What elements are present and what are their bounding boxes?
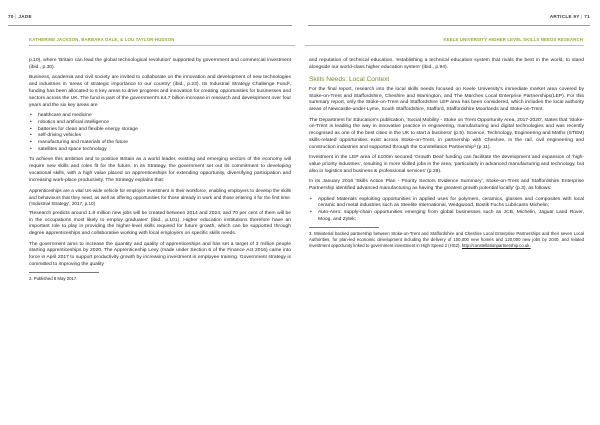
footnote-link[interactable]: http://constellationpartnership.co.uk. xyxy=(461,242,531,248)
running-head-title: KEELE UNIVERSITY HIGHER LEVEL SKILLS NEEDS RESEARCH xyxy=(443,37,583,42)
list-item: • manufacturing and materials of the future xyxy=(29,140,291,147)
paragraph: The Department for Education's publication, 'Social Mobility - Stoke on Trent Opportunity Area, 2017-2020', states that 'Stoke-on-Trent is leading the way in innovative practice in engineering, manufacturing and digital technologies and was recently recognised as one of the best cities in the UK to start a business' (p.5). Science, Technology, Engineering and Maths (STEM) skills-related opportunities exist across Stoke-on-Trent, in partnership with Cheshire, in the rail, civil engineering and construction industries and supported through the Constellation Partnership³ (p.11). xyxy=(309,117,584,150)
paragraph: In its January 2016 'Skills Action Plan - Priority Sectors Evidence Summary', Stoke-on-Trent and Staffordshire Enterprise Partnership identified advanced manufacturing as having 'the greatest growth potential locally' (p.3), as follows: xyxy=(309,179,584,192)
paragraph: p.10), where 'Britain can lead the global technological revolution' supported by government and commercial investment (ibid., p.30). xyxy=(29,58,291,70)
header-separator: | xyxy=(579,14,585,19)
paragraph: and reputation of technical education, 'establishing a technical education system that rivals the best in the world, to stand alongside our world-class higher education system' (ibid., p.94). xyxy=(309,58,584,70)
paragraph: For the final report, research into the local skills needs focused on Keele University's immediate market area covered by Stoke-on-Trent and Staffordshire, Cheshire and Warrington, and The Marches Local Enterprise Partnerships(LEP). For this summary report, only the Stoke-on-Trent and Staffordshire LEP area has been considered, which includes the local authority areas of Newcastle-under-Lyme, South Staffordshire, Stafford, Staffordshire Moorlands and Stoke-on-Trent. xyxy=(309,86,584,113)
section-heading: Skills Needs: Local Context xyxy=(309,76,390,84)
footnote-text: 3. Ministerial backed partnership between Stoke-on-Trent and Staffordshire and Cheshire Local Enterprise Partnerships and their seven Local Authorities, for plan-led economic development including the delivery of 100,000 new homes and 120,000 new jobs by 2040, and related investment opportunity linked to government investment in High Speed 2 (HS2). xyxy=(309,230,584,248)
page-number: 71 xyxy=(584,14,590,19)
key-areas-list xyxy=(29,113,291,154)
page-header-left xyxy=(8,14,32,19)
list-item: • satellites and space technology xyxy=(29,147,291,154)
list-item: • healthcare and medicine xyxy=(29,113,291,120)
page-header-right xyxy=(550,14,590,19)
list-item: • robotics and artificial intelligence xyxy=(29,120,291,127)
article-label: ARTICLE 9Y xyxy=(549,14,580,19)
running-head-rule xyxy=(29,45,295,46)
list-item: • self-driving vehicles xyxy=(29,133,291,140)
journal-name: JADE xyxy=(18,14,32,19)
left-text-column xyxy=(29,58,291,282)
header-separator: | xyxy=(13,14,19,19)
growth-sectors-list xyxy=(309,197,584,224)
paragraph: The government aims to increase the quantity and quality of apprenticeships and has set a target of 3 million people starting apprenticeships by 2020. The Apprenticeship Levy (made under Section 6 of the Finance Act 2016) came into force in April 2017 to support productivity growth by increasing investment in employee training. Government strategy is committed to improving the quality xyxy=(29,241,291,268)
footnote-rule xyxy=(29,272,99,273)
right-page xyxy=(300,0,600,425)
paragraph: Business, academia and civil society are invited to collaborate on the innovation and development of new technologies and industries in 'areas of strategic importance to our country' (ibid., p.23). Its Industrial Strategy Challenge Fund², funding has been allocated to 6 key areas to drive progress and innovation for creating opportunities for businesses and sectors across the UK. The fund is part of the government's £4.7 billion increase in research and development over four years and the six key areas are xyxy=(29,75,291,108)
list-item: • batteries for clean and flexible energy storage xyxy=(29,127,291,134)
block-quote: Apprenticeships are a vital UK-wide vehicle for employer investment in their workforce, enabling employers to develop the skills and behaviours that they need, as well as offering opportunities for those already in work and those entering it for the first time. ('Industrial Strategy', 2017, p.10) xyxy=(29,188,291,206)
paragraph: 'Research predicts around 1.8 million new jobs will be created between 2014 and 2024, and 70 per cent of them will be in the occupations most likely to employ graduates' (ibid., p.101). Higher education institutions therefore have an important role to play in providing the higher-level skills required for future growth, which can be supported through degree apprenticeships and collaborative working with local employers on specific skills needs. xyxy=(29,210,291,237)
list-item: • Applied Materials exploiting opportunities in applied uses for polymers, ceramics, glasses and composites with local ceramic and metal industries such as Steelite International, Wedgwood, Bostik Fuchs Lubricants Michelin; xyxy=(309,197,584,211)
paragraph: Investment in the LEP area of £100m secured 'Growth Deal' funding can facilitate the development and expansion of 'high-value priority industries', resulting in more skilled jobs in the area, 'particularly in advanced manufacturing and technology, but also in logistics and business & professional services' (p.29). xyxy=(309,155,584,174)
header-rule xyxy=(308,25,590,26)
running-head-rule xyxy=(305,45,584,46)
paragraph: To achieve this ambition and to position Britain as a world leader, existing and emerging sectors of the economy will require new skills and roles fit for the future. In its Strategy, the government set out its commitment to developing vocational skills, with a high value placed on apprenticeships for extending opportunity, diversifying participation and increasing work-place productivity. The Strategy explains that: xyxy=(29,157,291,183)
header-rule xyxy=(8,25,292,26)
footnote-rule xyxy=(309,227,379,228)
list-item: • Auto-Aero: supply-chain opportunities emerging from global businesses such as JCB, Michelin, Jaguar Land Rover, Moog, and Zytek; xyxy=(309,210,584,224)
footnote xyxy=(309,231,584,249)
running-head-authors: KATHERINE JACKSON, BARBARA DALE, & LOU TAYLOR-HUDSON xyxy=(29,37,175,42)
right-text-column xyxy=(309,58,584,249)
footnote: 2. Published 8 May 2017. xyxy=(29,275,78,281)
page-number: 70 xyxy=(8,14,14,19)
